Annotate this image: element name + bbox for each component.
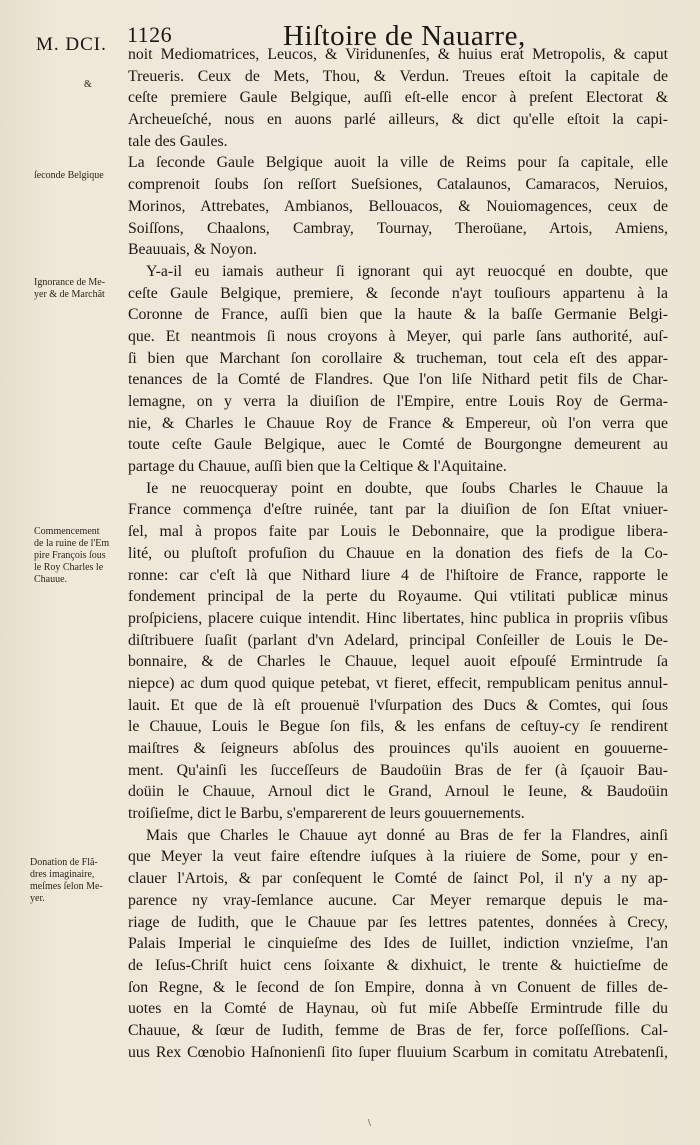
- text-line: La ſeconde Gaule Belgique auoit la ville de Reims pour ſa capitale, elle: [128, 154, 668, 172]
- margin-note-line: Commencement: [34, 526, 100, 537]
- text-line: Ie ne reuocqueray point en doubte, que ſoubs Charles le Chauue la: [146, 479, 668, 497]
- text-line: lemagne, on y verra la diuiſion de l'Empire, entre Louis Roy de Germa-: [128, 393, 668, 410]
- main-text-column: [128, 44, 668, 1063]
- text-line: niepce) ac dum quod quique petebat, vt fieret, effecit, rempublicam penitus annul-: [128, 674, 668, 692]
- text-line: Coronne de France, auſſi bien que la haute & la baſſe Germanie Belgi-: [128, 306, 668, 324]
- margin-note-line: yer & de Marchãt: [34, 289, 105, 300]
- page-number: 1126: [127, 22, 173, 47]
- margin-note-line: ſeconde Belgique: [34, 170, 104, 181]
- text-line: uotes en la Comté de Haynau, où fut miſe Abbeſſe Ermintrude fille du: [128, 1000, 668, 1018]
- text-line: comprenoit ſoubs ſon reſſort Sueſsiones, Catalaunos, Camaracos, Neruios,: [128, 176, 668, 194]
- text-line: fondement principal de la perte du Royaume. Qui vtilitati publicæ minus: [128, 588, 668, 606]
- text-line: lité, ou pluſtoſt profuſion du Chauue en la donation des fiefs de la Co-: [128, 544, 668, 562]
- text-line: ronne: car c'eſt là que Nithard liure 4 de l'hiſtoire de France, rapporte le: [128, 566, 668, 584]
- margin-note-line: yer.: [30, 893, 45, 904]
- text-line: Y-a-il eu iamais autheur ſi ignorant qui ayt reuocqué en doubte, que: [146, 262, 668, 280]
- margin-note-line: Chauue.: [34, 574, 68, 585]
- margin-note-line: de la ruine de l'Em: [34, 538, 110, 549]
- running-title: Hiſtoire de Nauarre,: [283, 20, 526, 52]
- text-line: Beauuais, & Noyon.: [128, 241, 257, 259]
- text-line: ceſte Gaule Belgique, premiere, & ſeconde n'ayt touſiours appartenu à la: [128, 284, 668, 302]
- text-line: parence ny vray-ſemlance aucune. Car Meyer remarque depuis le ma-: [128, 891, 668, 909]
- text-line: que. Et neantmois ſi nous croyons à Meyer, qui parle ſans authorité, auſ-: [128, 327, 668, 345]
- text-line: ſi bien que Marchant ſon corollaire & trucheman, tout cela eſt des appar-: [128, 349, 668, 367]
- margin-note-ignorance: [34, 277, 105, 301]
- margin-note-line: pire François ſous: [34, 550, 106, 561]
- text-line: le Chauue, Louis le Begue ſon fils, & les enfans de ceſtuy-cy ſe rendirent: [128, 718, 668, 736]
- text-line: doüin le Chauue, Arnoul dict le Grand, Arnoul le Ieune, & Baudoüin: [128, 783, 668, 801]
- text-line: nie, & Charles le Chauue Roy de France & Empereur, où l'on verra que: [128, 414, 668, 432]
- text-line: Morinos, Attrebates, Ambianos, Bellouacos, & Nouiomagences, ceux de: [128, 197, 668, 215]
- text-line: clauer l'Artois, & par conſequent le Comté de ſainct Pol, il n'y a ny ap-: [128, 870, 668, 888]
- text-line: Mais que Charles le Chauue ayt donné au Bras de fer la Flandres, ainſi: [146, 826, 668, 844]
- text-line: de Ieſus-Chriſt huict cens ſoixante & dixhuict, le trente & huictieſme de: [128, 956, 668, 974]
- text-line: que Meyer la veut faire eſtendre iuſques à la riuiere de Some, pour y en-: [128, 848, 668, 866]
- margin-note-seconde-belgique: [34, 170, 104, 182]
- text-line: bonnaire, & de Charles le Chauue, lequel auoit eſpouſé Ermintrude ſa: [128, 653, 668, 671]
- header-year: M. DCI.: [36, 34, 107, 55]
- text-line: tenances de la Comté de Flandres. Que l'on liſe Nithard petit fils de Char-: [128, 371, 668, 389]
- text-line: Treueris. Ceux de Mets, Thou, & Verdun. Treues eſtoit la capitale de: [128, 67, 668, 85]
- margin-note-line: le Roy Charles le: [34, 562, 104, 573]
- margin-note-line: &: [84, 79, 92, 90]
- text-line: diſtribuere ſuaſit (parlant d'vn Adelard, principal Conſeiller de Louis le De-: [128, 631, 668, 649]
- margin-note-line: Donation de Flã-: [30, 857, 98, 868]
- text-line: uus Rex Cœnobio Haſnonienſi ſito ſuper fluuium Scarbum in comitatu Atrebatenſi,: [128, 1043, 668, 1061]
- margin-note-commencement: [34, 526, 109, 586]
- text-line: toute ceſte Gaule Belgique, auec le Comté de Bourgongne demeurent au: [128, 436, 668, 454]
- text-line: maiſtres & ſeigneurs abſolus des prouinces qu'ils auoient en gouuerne-: [128, 740, 668, 757]
- text-line: France commença d'eſtre ruinée, tant par la diuiſion de ſon Eſtat vniuer-: [128, 501, 668, 519]
- text-line: Palais Imperial le cinquieſme des Ides de Iuillet, indiction vnzieſme, l'an: [128, 935, 668, 953]
- text-line: Chauue, & ſœur de Iudith, femme de Bras de fer, force poſſeſſions. Cal-: [128, 1021, 668, 1039]
- text-line: ceſte premiere Gaule Belgique, auſſi eſt-elle encor à preſent Electorat &: [128, 89, 668, 107]
- margin-note-line: meſmes ſelon Me-: [30, 881, 103, 892]
- margin-note-amp: [84, 79, 92, 91]
- footer-mark: \: [368, 1118, 371, 1129]
- margin-note-line: dres imaginaire,: [30, 869, 95, 880]
- text-line: ment. Qu'ainſi les ſucceſſeurs de Baudoüin Bras de fer (à ſçauoir Bau-: [128, 761, 668, 779]
- text-line: lauit. Et que de là eſt prouenuë l'vſurpation des Ducs & Comtes, qui ſous: [128, 696, 668, 714]
- text-line: tale des Gaules.: [128, 132, 228, 150]
- margin-note-line: Ignorance de Me-: [34, 277, 106, 288]
- text-line: Archeueſché, nous en auons parlé ailleurs, & dict qu'elle eſtoit la capi-: [128, 111, 668, 129]
- text-line: Soiſſons, Chaalons, Cambray, Tournay, Theroüane, Artois, Amiens,: [128, 219, 668, 237]
- text-line: ſel, mal à propos faite par Louis le Debonnaire, que la prodigue libera-: [128, 523, 668, 541]
- text-line: proſpiciens, placere cuique intendit. Hinc libertates, hinc publica in propriis vſibus: [128, 609, 668, 627]
- margin-note-donation: [30, 857, 103, 905]
- text-line: partage du Chauue, auſſi bien que la Celtique & l'Aquitaine.: [128, 458, 507, 476]
- text-line: troiſieſme, dict le Barbu, s'emparerent de leurs gouuernements.: [128, 805, 525, 823]
- text-line: noit Mediomatrices, Leucos, & Viridunenſes, & huius erat Metropolis, & caput: [128, 46, 668, 63]
- text-line: ſon Regne, & le ſecond de ſon Empire, donna à vn Conuent de filles de-: [128, 978, 668, 996]
- text-line: riage de Iudith, que le Chauue par ſes lettres patentes, données à Crecy,: [128, 913, 668, 931]
